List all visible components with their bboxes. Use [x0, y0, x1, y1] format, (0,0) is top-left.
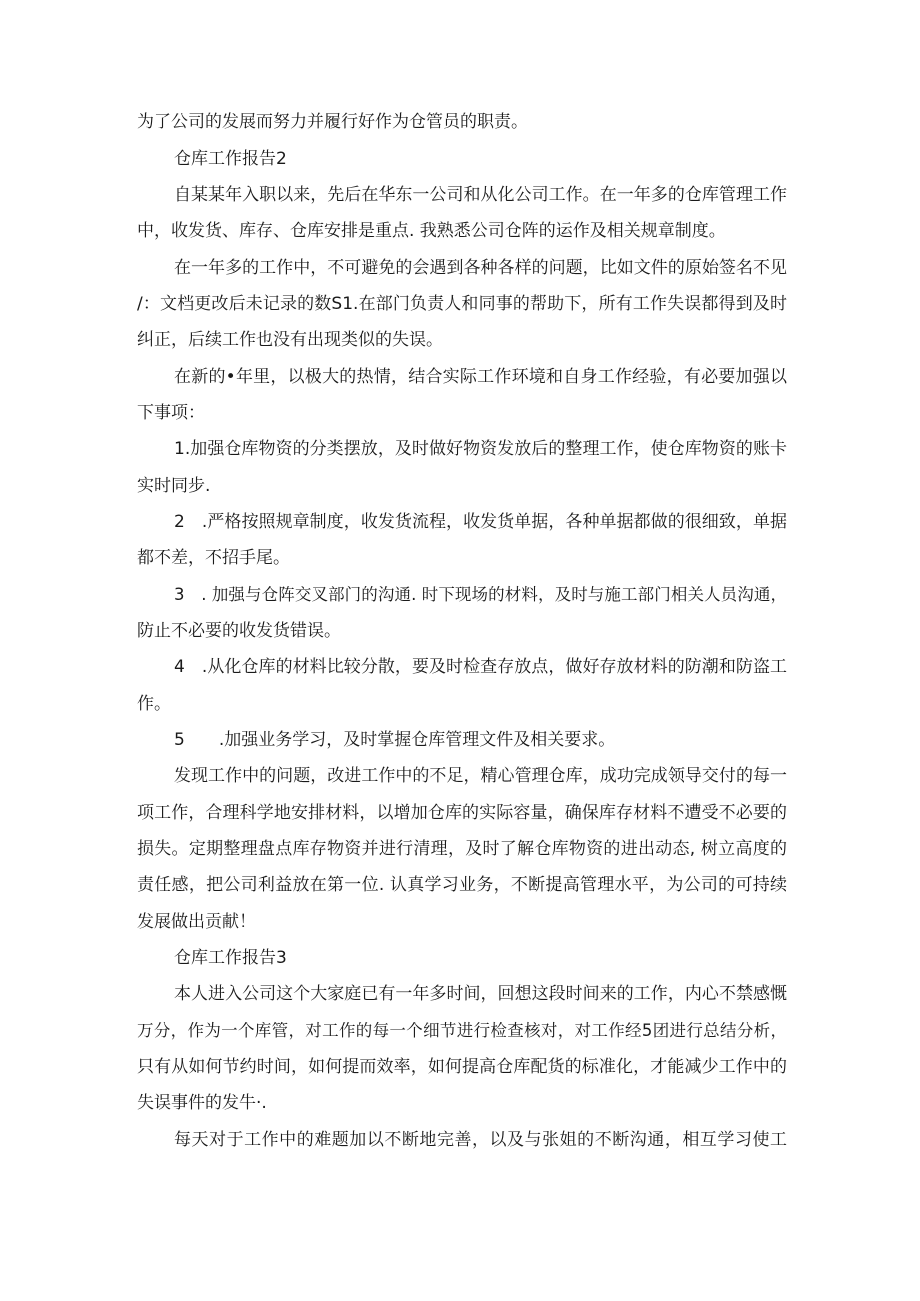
- paragraph-line: 下事项：: [137, 403, 205, 423]
- paragraph-line: 防止不必要的收发货错误。: [137, 621, 341, 641]
- paragraph-line: 在一年多的工作中，不可避免的会遇到各种各样的问题，比如文件的原始签名不见: [174, 258, 787, 278]
- paragraph-line: 责任感，把公司利益放在第一位. 认真学习业务，不断提高管理水平，为公司的可持续: [137, 875, 787, 895]
- section-heading-report-2: 仓库工作报告2: [174, 149, 287, 169]
- list-item-1: 1.加强仓库物资的分类摆放，及时做好物资发放后的整理工作，使仓库物资的账卡: [174, 439, 787, 459]
- paragraph-line: 损失。定期整理盘点库存物资并进行清理，及时了解仓库物资的进出动态, 树立高度的: [137, 839, 787, 859]
- paragraph-line: 实时同步.: [137, 476, 211, 496]
- paragraph-line: 作。: [137, 694, 171, 714]
- paragraph-line: 都不差，不招手尾。: [137, 548, 290, 568]
- paragraph-line: 项工作，合理科学地安排材料，以增加仓库的实际容量，确保库存材料不遭受不必要的: [137, 803, 787, 823]
- paragraph-line: 为了公司的发展而努力并履行好作为仓管员的职责。: [137, 112, 528, 132]
- paragraph-line: 发现工作中的问题，改进工作中的不足，精心管理仓库，成功完成领导交付的每一: [174, 766, 787, 786]
- paragraph-line: 中，收发货、库存、仓库安排是重点. 我熟悉公司仓阵的运作及相关规章制度。: [137, 221, 726, 241]
- paragraph-line: 失误事件的发牛·.: [137, 1093, 267, 1113]
- list-item-4: 4 .从化仓库的材料比较分散，要及时检查存放点，做好存放材料的防潮和防盗工: [174, 657, 787, 677]
- paragraph-line: 万分，作为一个库管，对工作的每一个细节进行检查核对，对工作经5团进行总结分析，: [137, 1021, 787, 1040]
- list-item-3: 3 . 加强与仓阵交叉部门的沟通. 时下现场的材料，及时与施工部门相关人员沟通，: [174, 585, 787, 604]
- paragraph-line: 只有从如何节约时间，如何提而效率，如何提高仓库配货的标准化，才能减少工作中的: [137, 1057, 787, 1077]
- paragraph-line: 自某某年入职以来，先后在华东一公司和从化公司工作。在一年多的仓库管理工作: [174, 185, 787, 205]
- paragraph-line: /：文档更改后未记录的数S1.在部门负责人和同事的帮助下，所有工作失误都得到及时: [137, 294, 787, 314]
- paragraph-line: 本人进入公司这个大家庭已有一年多时间，回想这段时间来的工作，内心不禁感慨: [174, 984, 787, 1004]
- section-heading-report-3: 仓库工作报告3: [174, 948, 287, 968]
- paragraph-line: 每天对于工作中的难题加以不断地完善，以及与张姐的不断沟通，相互学习使工: [174, 1130, 787, 1150]
- list-item-5: 5 .加强业务学习，及时掌握仓库管理文件及相关要求。: [174, 730, 616, 750]
- paragraph-line: 发展做出贡献！: [137, 912, 256, 932]
- paragraph-line: 在新的•年里，以极大的热情，结合实际工作环境和自身工作经验，有必要加强以: [174, 367, 787, 387]
- paragraph-line: 纠正，后续工作也没有出现类似的失误。: [137, 330, 443, 350]
- list-item-2: 2 .严格按照规章制度，收发货流程，收发货单据，各种单据都做的很细致，单据: [174, 512, 787, 532]
